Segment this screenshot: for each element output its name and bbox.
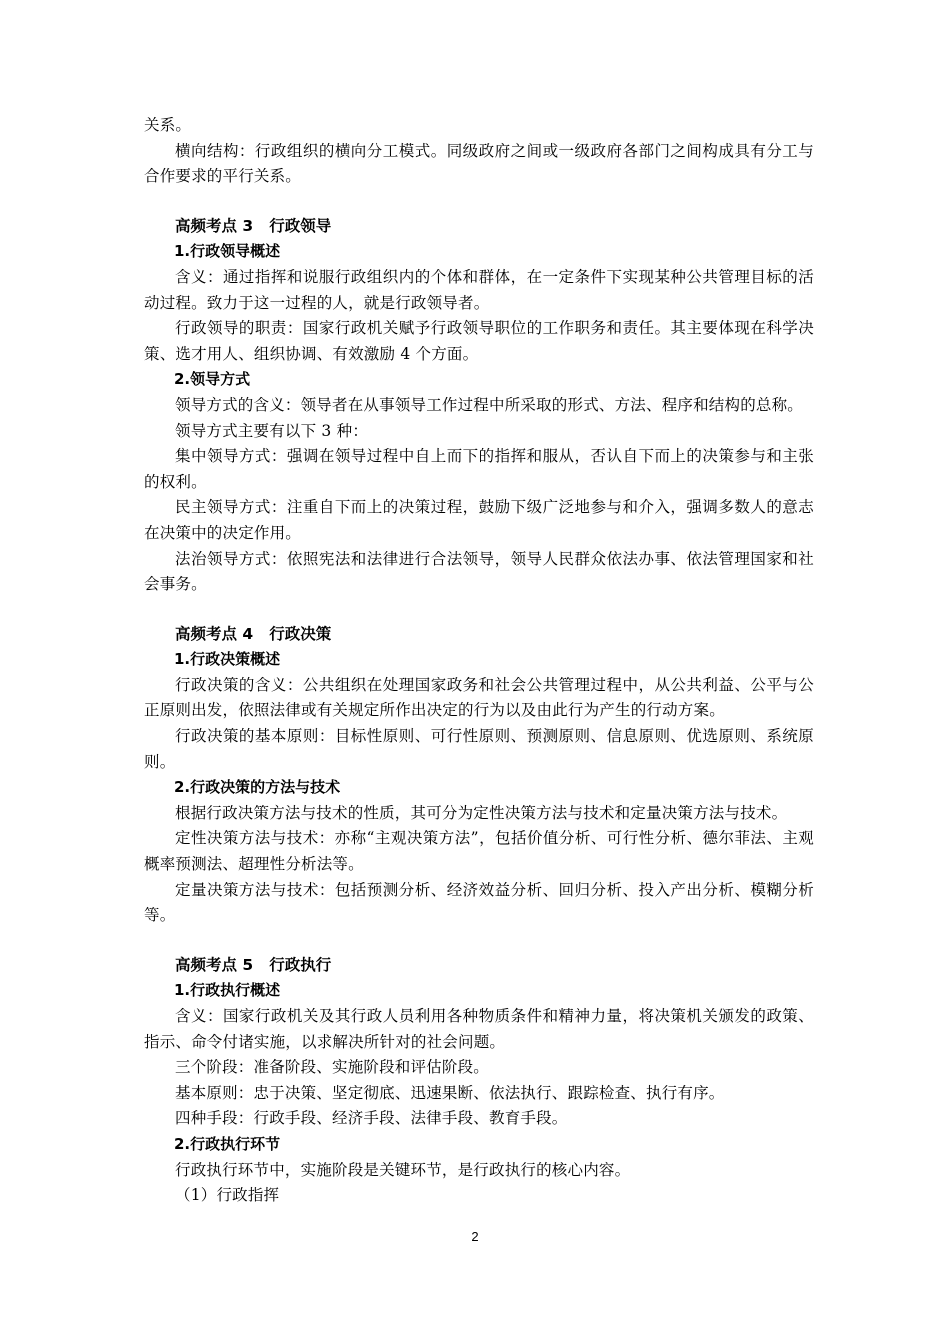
paragraph: （1）行政指挥 — [175, 1186, 280, 1205]
paragraph: 行政决策的基本原则：目标性原则、可行性原则、预测原则、信息原则、优选原则、系统原则。 — [144, 727, 814, 771]
paragraph: 行政决策的含义：公共组织在处理国家政务和社会公共管理过程中，从公共利益、公平与公正原则出发，依照法律或有关规定所作出决定的行为以及由此行为产生的行动方案。 — [144, 675, 814, 720]
paragraph: 领导方式的含义：领导者在从事领导工作过程中所采取的形式、方法、程序和结构的总称。 — [175, 395, 804, 414]
paragraph: 四种手段：行政手段、经济手段、法律手段、教育手段。 — [175, 1109, 568, 1128]
section-title — [144, 953, 814, 979]
paragraph: 关系。 — [144, 116, 192, 134]
subsection-heading: 1.行政执行概述 — [174, 981, 281, 1000]
section-number: 高频考点 4 — [175, 624, 254, 643]
section-title — [144, 622, 814, 648]
section-title — [144, 214, 814, 240]
paragraph: 基本原则：忠于决策、坚定彻底、迅速果断、依法执行、跟踪检查、执行有序。 — [175, 1083, 725, 1102]
page-number: 2 — [471, 1229, 479, 1244]
paragraph: 行政领导的职责：国家行政机关赋予行政领导职位的工作职务和责任。其主要体现在科学决策、选才用人、组织协调、有效激励 4 个方面。 — [144, 319, 814, 363]
paragraph: 定性决策方法与技术：亦称“主观决策方法”，包括价值分析、可行性分析、德尔菲法、主观概率预测法、超理性分析法等。 — [144, 829, 814, 874]
paragraph: 根据行政决策方法与技术的性质，其可分为定性决策方法与技术和定量决策方法与技术。 — [175, 803, 788, 822]
subsection-heading: 1.行政决策概述 — [174, 650, 281, 669]
page-content — [144, 113, 814, 1209]
section-number: 高频考点 3 — [175, 216, 254, 235]
section-title-text: 行政领导 — [269, 216, 332, 235]
paragraph: 民主领导方式：注重自下而上的决策过程，鼓励下级广泛地参与和介入，强调多数人的意志在决策中的决定作用。 — [144, 498, 814, 542]
paragraph: 集中领导方式：强调在领导过程中自上而下的指挥和服从，否认自下而上的决策参与和主张的权利。 — [144, 447, 814, 491]
subsection-heading: 1.行政领导概述 — [174, 242, 281, 261]
paragraph: 领导方式主要有以下 3 种： — [175, 421, 369, 440]
paragraph: 横向结构：行政组织的横向分工模式。同级政府之间或一级政府各部门之间构成具有分工与合作要求的平行关系。 — [144, 141, 814, 186]
section-title-text: 行政执行 — [269, 955, 332, 974]
section-number: 高频考点 5 — [175, 955, 254, 974]
subsection-heading: 2.领导方式 — [174, 370, 251, 389]
paragraph: 三个阶段：准备阶段、实施阶段和评估阶段。 — [175, 1058, 490, 1077]
section-title-text: 行政决策 — [269, 624, 332, 643]
subsection-heading: 2.行政决策的方法与技术 — [174, 778, 341, 797]
paragraph: 行政执行环节中，实施阶段是关键环节，是行政执行的核心内容。 — [175, 1160, 631, 1179]
paragraph: 定量决策方法与技术：包括预测分析、经济效益分析、回归分析、投入产出分析、模糊分析等。 — [144, 880, 814, 925]
paragraph: 法治领导方式：依照宪法和法律进行合法领导，领导人民群众依法办事、依法管理国家和社会事务。 — [144, 549, 814, 594]
paragraph: 含义：国家行政机关及其行政人员利用各种物质条件和精神力量，将决策机关颁发的政策、指示、命令付诸实施，以求解决所针对的社会问题。 — [144, 1007, 814, 1051]
paragraph: 含义：通过指挥和说服行政组织内的个体和群体，在一定条件下实现某种公共管理目标的活动过程。致力于这一过程的人，就是行政领导者。 — [144, 267, 814, 312]
subsection-heading: 2.行政执行环节 — [174, 1134, 281, 1153]
